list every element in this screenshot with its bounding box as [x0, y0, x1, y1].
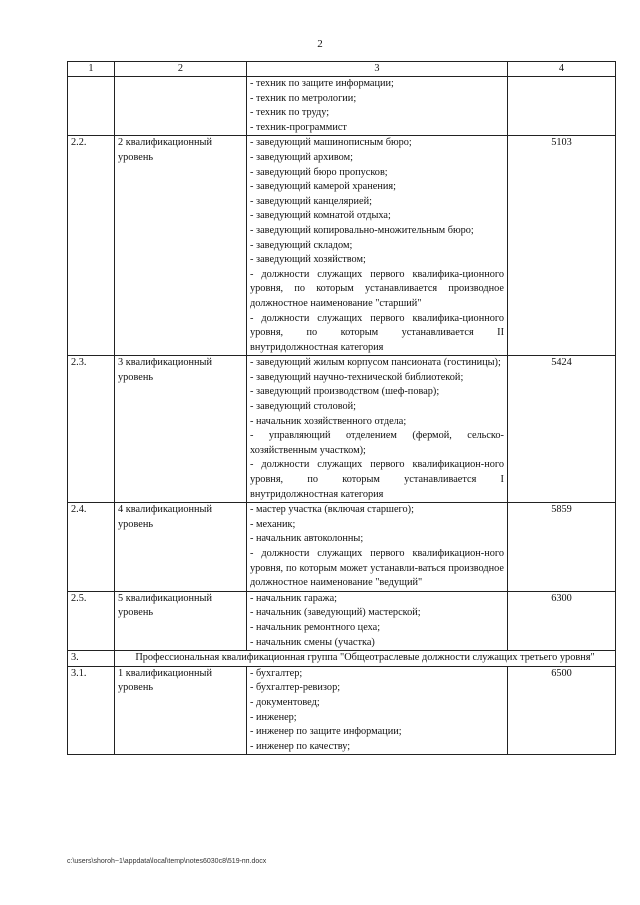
column-header-1: 1	[68, 62, 115, 77]
position-item: - должности служащих первого квалификацион-ного уровня, по которым может устанавли-ваться производное должностное наименование "ведущий"	[250, 548, 504, 589]
row-number: 3.1.	[68, 666, 115, 755]
position-item: - заведующий камерой хранения;	[250, 181, 396, 193]
salary-value	[508, 77, 616, 136]
row-number: 3.	[68, 651, 115, 667]
position-item: - начальник (заведующий) мастерской;	[250, 607, 421, 619]
group-row	[68, 651, 616, 667]
position-list	[247, 136, 508, 356]
column-header-2: 2	[115, 62, 247, 77]
position-item: - механик;	[250, 518, 296, 530]
qualification-level: 2 квалификационный уровень	[115, 136, 247, 356]
position-item: - инженер;	[250, 711, 297, 723]
position-item: - техник по защите информации;	[250, 78, 394, 89]
position-list	[247, 591, 508, 650]
position-item: - заведующий машинописным бюро;	[250, 137, 412, 149]
position-list	[247, 356, 508, 503]
position-item: - должности служащих первого квалифика-ционного уровня, по которым устанавливается производное должностное наименование "старший"	[250, 268, 504, 309]
table-row	[68, 503, 616, 592]
position-item: - заведующий научно-технической библиотекой;	[250, 371, 464, 383]
qualification-level	[115, 77, 247, 136]
position-item: - заведующий бюро пропусков;	[250, 166, 388, 178]
position-item: - техник-программист	[250, 121, 347, 133]
position-item: - заведующий хозяйством;	[250, 254, 366, 266]
table-row	[68, 591, 616, 650]
qualification-level: 4 квалификационный уровень	[115, 503, 247, 592]
position-item: - заведующий производством (шеф-повар);	[250, 386, 440, 398]
row-number: 2.3.	[68, 356, 115, 503]
position-item: - техник по труду;	[250, 107, 330, 119]
position-item: - начальник гаража;	[250, 592, 338, 604]
salary-value: 6500	[508, 666, 616, 755]
qualification-level: 3 квалификационный уровень	[115, 356, 247, 503]
position-item: - инженер по качеству;	[250, 740, 351, 752]
column-numbers-row	[68, 62, 616, 77]
file-path-footer: c:\users\shoroh~1\appdata\local\temp\notes6030c8\519-пп.docx	[67, 858, 267, 865]
position-item: - инженер по защите информации;	[250, 726, 402, 738]
position-item: - должности служащих первого квалификацион-ного уровня, по которым устанавливается I внутридолжностная категория	[250, 459, 504, 500]
position-item: - заведующий столовой;	[250, 401, 357, 413]
column-header-4: 4	[508, 62, 616, 77]
salary-value: 5859	[508, 503, 616, 592]
position-item: - заведующий канцелярией;	[250, 195, 372, 207]
position-item: - заведующий архивом;	[250, 151, 353, 163]
position-item: - должности служащих первого квалифика-ционного уровня, по которым устанавливается II внутридолжностная категория	[250, 312, 504, 353]
position-item: - мастер участка (включая старшего);	[250, 504, 414, 516]
table-row	[68, 356, 616, 503]
position-item: - заведующий копировально-множительным бюро;	[250, 224, 474, 236]
table-row	[68, 77, 616, 136]
qualification-level: 1 квалификационный уровень	[115, 666, 247, 755]
position-item: - начальник автоколонны;	[250, 533, 364, 545]
position-item: - начальник ремонтного цеха;	[250, 621, 381, 633]
position-item: - управляющий отделением (фермой, сельско-хозяйственным участком);	[250, 430, 504, 456]
qualification-level: 5 квалификационный уровень	[115, 591, 247, 650]
salary-value: 5424	[508, 356, 616, 503]
column-header-3: 3	[247, 62, 508, 77]
row-number: 2.4.	[68, 503, 115, 592]
qualification-table	[67, 61, 616, 755]
page-number: 2	[317, 38, 323, 50]
table-row	[68, 666, 616, 755]
table-row	[68, 136, 616, 356]
position-list	[247, 666, 508, 755]
position-item: - техник по метрологии;	[250, 92, 357, 104]
salary-value: 5103	[508, 136, 616, 356]
position-item: - начальник хозяйственного отдела;	[250, 415, 407, 427]
row-number	[68, 77, 115, 136]
row-number: 2.2.	[68, 136, 115, 356]
group-title: Профессиональная квалификационная группа "Общеотраслевые должности служащих третьего уровня"	[115, 651, 616, 667]
position-item: - бухгалтер;	[250, 667, 303, 679]
position-list	[247, 503, 508, 592]
row-number: 2.5.	[68, 591, 115, 650]
position-item: - начальник смены (участка)	[250, 636, 375, 648]
salary-value: 6300	[508, 591, 616, 650]
position-item: - документовед;	[250, 696, 320, 708]
position-item: - бухгалтер-ревизор;	[250, 682, 341, 694]
position-item: - заведующий складом;	[250, 239, 353, 251]
position-list	[247, 77, 508, 136]
position-item: - заведующий жилым корпусом пансионата (гостиницы);	[250, 357, 501, 369]
position-item: - заведующий комнатой отдыха;	[250, 210, 391, 222]
